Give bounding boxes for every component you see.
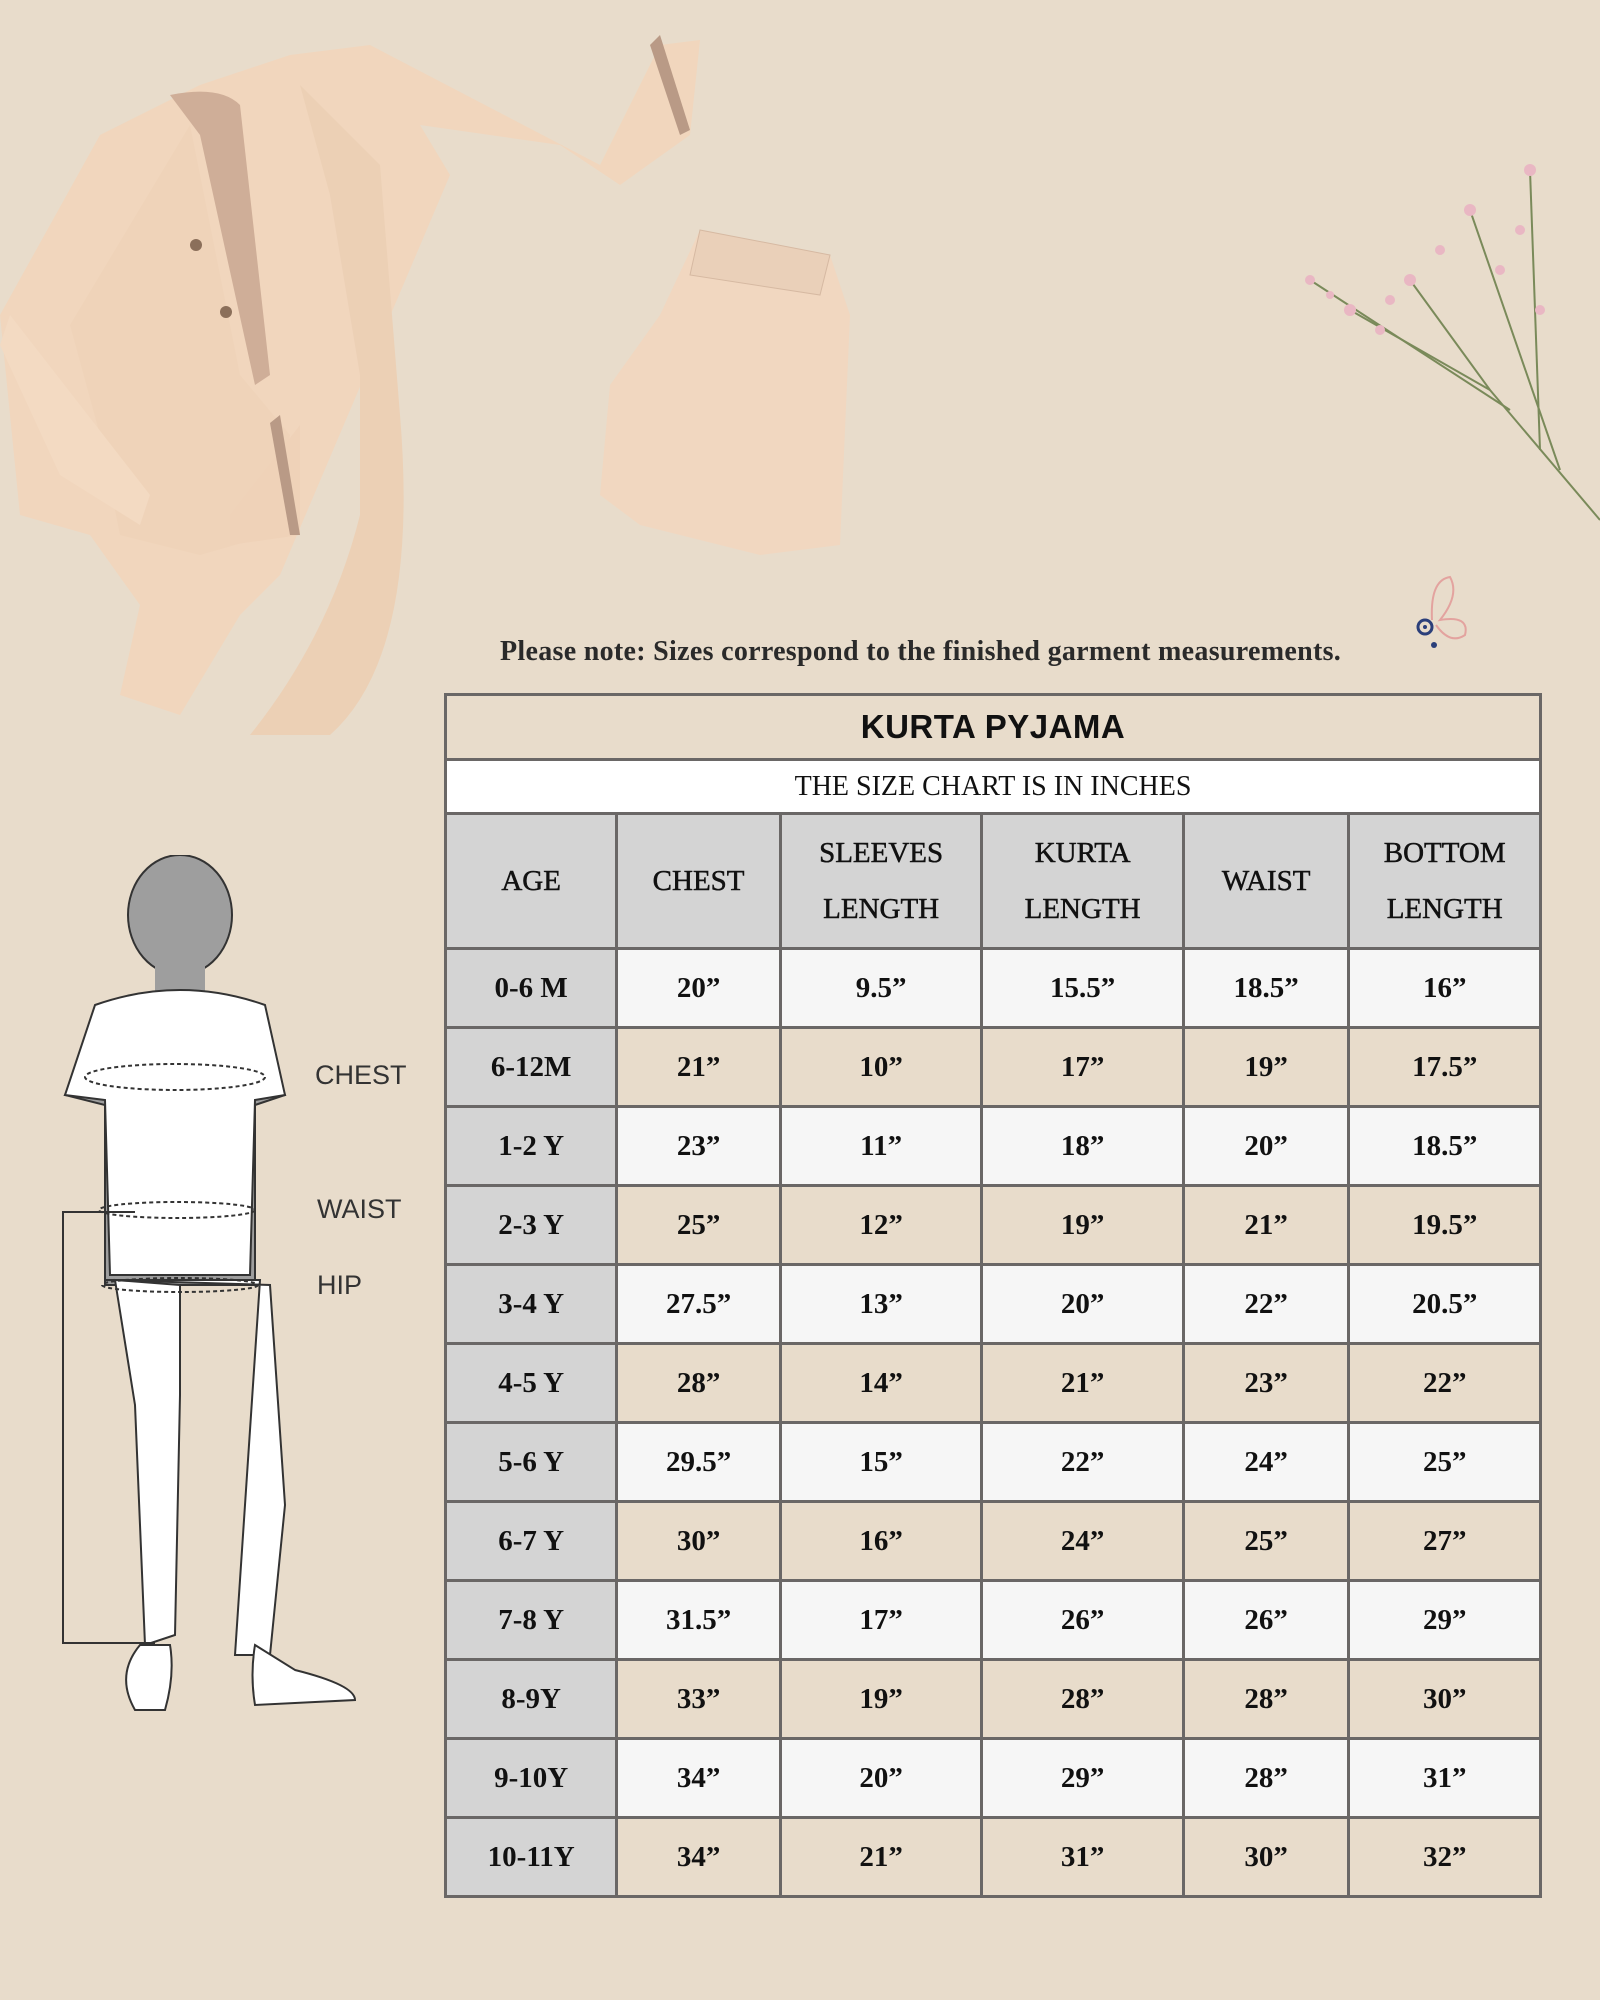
column-header-line: SLEEVES — [819, 837, 944, 869]
table-row — [446, 1423, 1541, 1502]
measurement-cell: 29.5” — [617, 1423, 781, 1502]
size-chart-table — [444, 693, 1542, 1898]
measurement-cell: 28” — [1183, 1660, 1349, 1739]
measurement-cell: 28” — [617, 1344, 781, 1423]
measurement-cell: 20” — [780, 1739, 982, 1818]
age-cell: 4-5 Y — [446, 1344, 617, 1423]
flower-sprig-decoration — [1290, 150, 1600, 530]
column-header-line: LENGTH — [1024, 893, 1141, 925]
age-cell: 6-12M — [446, 1028, 617, 1107]
table-row — [446, 1344, 1541, 1423]
measurement-cell: 17.5” — [1349, 1028, 1541, 1107]
column-header — [446, 814, 617, 949]
age-cell: 9-10Y — [446, 1739, 617, 1818]
age-cell: 10-11Y — [446, 1818, 617, 1897]
measurement-cell: 19.5” — [1349, 1186, 1541, 1265]
age-cell: 6-7 Y — [446, 1502, 617, 1581]
measurement-cell: 21” — [1183, 1186, 1349, 1265]
table-row — [446, 1739, 1541, 1818]
measurement-cell: 31.5” — [617, 1581, 781, 1660]
measurement-cell: 16” — [780, 1502, 982, 1581]
column-header-line: LENGTH — [823, 893, 940, 925]
measurement-cell: 28” — [982, 1660, 1183, 1739]
column-header-line: KURTA — [1034, 837, 1131, 869]
measurement-cell: 25” — [1349, 1423, 1541, 1502]
measurement-cell: 31” — [982, 1818, 1183, 1897]
measurement-cell: 13” — [780, 1265, 982, 1344]
age-cell: 2-3 Y — [446, 1186, 617, 1265]
age-cell: 7-8 Y — [446, 1581, 617, 1660]
column-header-line: WAIST — [1221, 865, 1311, 897]
measurement-cell: 9.5” — [780, 949, 982, 1028]
measurement-cell: 20” — [617, 949, 781, 1028]
measurement-cell: 25” — [1183, 1502, 1349, 1581]
table-row — [446, 1186, 1541, 1265]
measurement-cell: 19” — [1183, 1028, 1349, 1107]
measurement-cell: 21” — [982, 1344, 1183, 1423]
size-note: Please note: Sizes correspond to the finished garment measurements. — [500, 636, 1342, 667]
measurement-cell: 18.5” — [1349, 1107, 1541, 1186]
measurement-cell: 27” — [1349, 1502, 1541, 1581]
table-row — [446, 1028, 1541, 1107]
measurement-cell: 22” — [982, 1423, 1183, 1502]
measurement-cell: 28” — [1183, 1739, 1349, 1818]
measurement-cell: 22” — [1183, 1265, 1349, 1344]
table-row — [446, 1107, 1541, 1186]
measurement-cell: 16” — [1349, 949, 1541, 1028]
chest-label: CHEST — [315, 1060, 407, 1090]
measurement-cell: 34” — [617, 1739, 781, 1818]
column-header — [617, 814, 781, 949]
kurta-pyjama-product-image — [0, 15, 870, 735]
measurement-cell: 19” — [780, 1660, 982, 1739]
measurement-cell: 12” — [780, 1186, 982, 1265]
measurement-cell: 26” — [982, 1581, 1183, 1660]
measurement-cell: 30” — [617, 1502, 781, 1581]
age-cell: 5-6 Y — [446, 1423, 617, 1502]
age-cell: 8-9Y — [446, 1660, 617, 1739]
column-header — [780, 814, 982, 949]
column-header — [982, 814, 1183, 949]
column-header-line: BOTTOM — [1383, 837, 1506, 869]
measurement-cell: 34” — [617, 1818, 781, 1897]
hip-label: HIP — [317, 1270, 363, 1300]
measurement-cell: 23” — [617, 1107, 781, 1186]
measurement-cell: 24” — [982, 1502, 1183, 1581]
column-header-line: LENGTH — [1386, 893, 1503, 925]
table-row — [446, 949, 1541, 1028]
measurement-cell: 20.5” — [1349, 1265, 1541, 1344]
table-row — [446, 1265, 1541, 1344]
measurement-cell: 29” — [982, 1739, 1183, 1818]
table-header-row — [446, 814, 1541, 949]
measurement-cell: 17” — [982, 1028, 1183, 1107]
table-title: KURTA PYJAMA — [446, 695, 1541, 760]
measurement-cell: 21” — [617, 1028, 781, 1107]
measurement-cell: 17” — [780, 1581, 982, 1660]
column-header — [1183, 814, 1349, 949]
measurement-cell: 25” — [617, 1186, 781, 1265]
age-cell: 3-4 Y — [446, 1265, 617, 1344]
measurement-cell: 32” — [1349, 1818, 1541, 1897]
measurement-cell: 18” — [982, 1107, 1183, 1186]
kurta-image — [0, 35, 700, 735]
column-header-line: AGE — [501, 865, 561, 897]
measurement-cell: 20” — [982, 1265, 1183, 1344]
table-row — [446, 1502, 1541, 1581]
measurement-cell: 26” — [1183, 1581, 1349, 1660]
measurement-cell: 24” — [1183, 1423, 1349, 1502]
waist-label: WAIST — [317, 1194, 402, 1224]
butterfly-logo-icon — [1410, 575, 1470, 665]
measurement-cell: 22” — [1349, 1344, 1541, 1423]
measurement-cell: 14” — [780, 1344, 982, 1423]
measurement-cell: 31” — [1349, 1739, 1541, 1818]
measurement-cell: 29” — [1349, 1581, 1541, 1660]
measurement-cell: 15.5” — [982, 949, 1183, 1028]
age-cell: 0-6 M — [446, 949, 617, 1028]
measurement-cell: 19” — [982, 1186, 1183, 1265]
column-header-line: CHEST — [652, 865, 745, 897]
measurement-cell: 23” — [1183, 1344, 1349, 1423]
measurement-cell: 21” — [780, 1818, 982, 1897]
measurement-cell: 33” — [617, 1660, 781, 1739]
pyjama-image — [600, 230, 850, 555]
table-row — [446, 1818, 1541, 1897]
table-subtitle: THE SIZE CHART IS IN INCHES — [446, 760, 1541, 814]
measurement-cell: 30” — [1183, 1818, 1349, 1897]
measurement-cell: 27.5” — [617, 1265, 781, 1344]
measurement-cell: 20” — [1183, 1107, 1349, 1186]
age-cell: 1-2 Y — [446, 1107, 617, 1186]
measurement-cell: 15” — [780, 1423, 982, 1502]
column-header — [1349, 814, 1541, 949]
measurement-cell: 11” — [780, 1107, 982, 1186]
measurement-cell: 30” — [1349, 1660, 1541, 1739]
table-row — [446, 1660, 1541, 1739]
table-row — [446, 1581, 1541, 1660]
measurement-cell: 10” — [780, 1028, 982, 1107]
measurement-cell: 18.5” — [1183, 949, 1349, 1028]
